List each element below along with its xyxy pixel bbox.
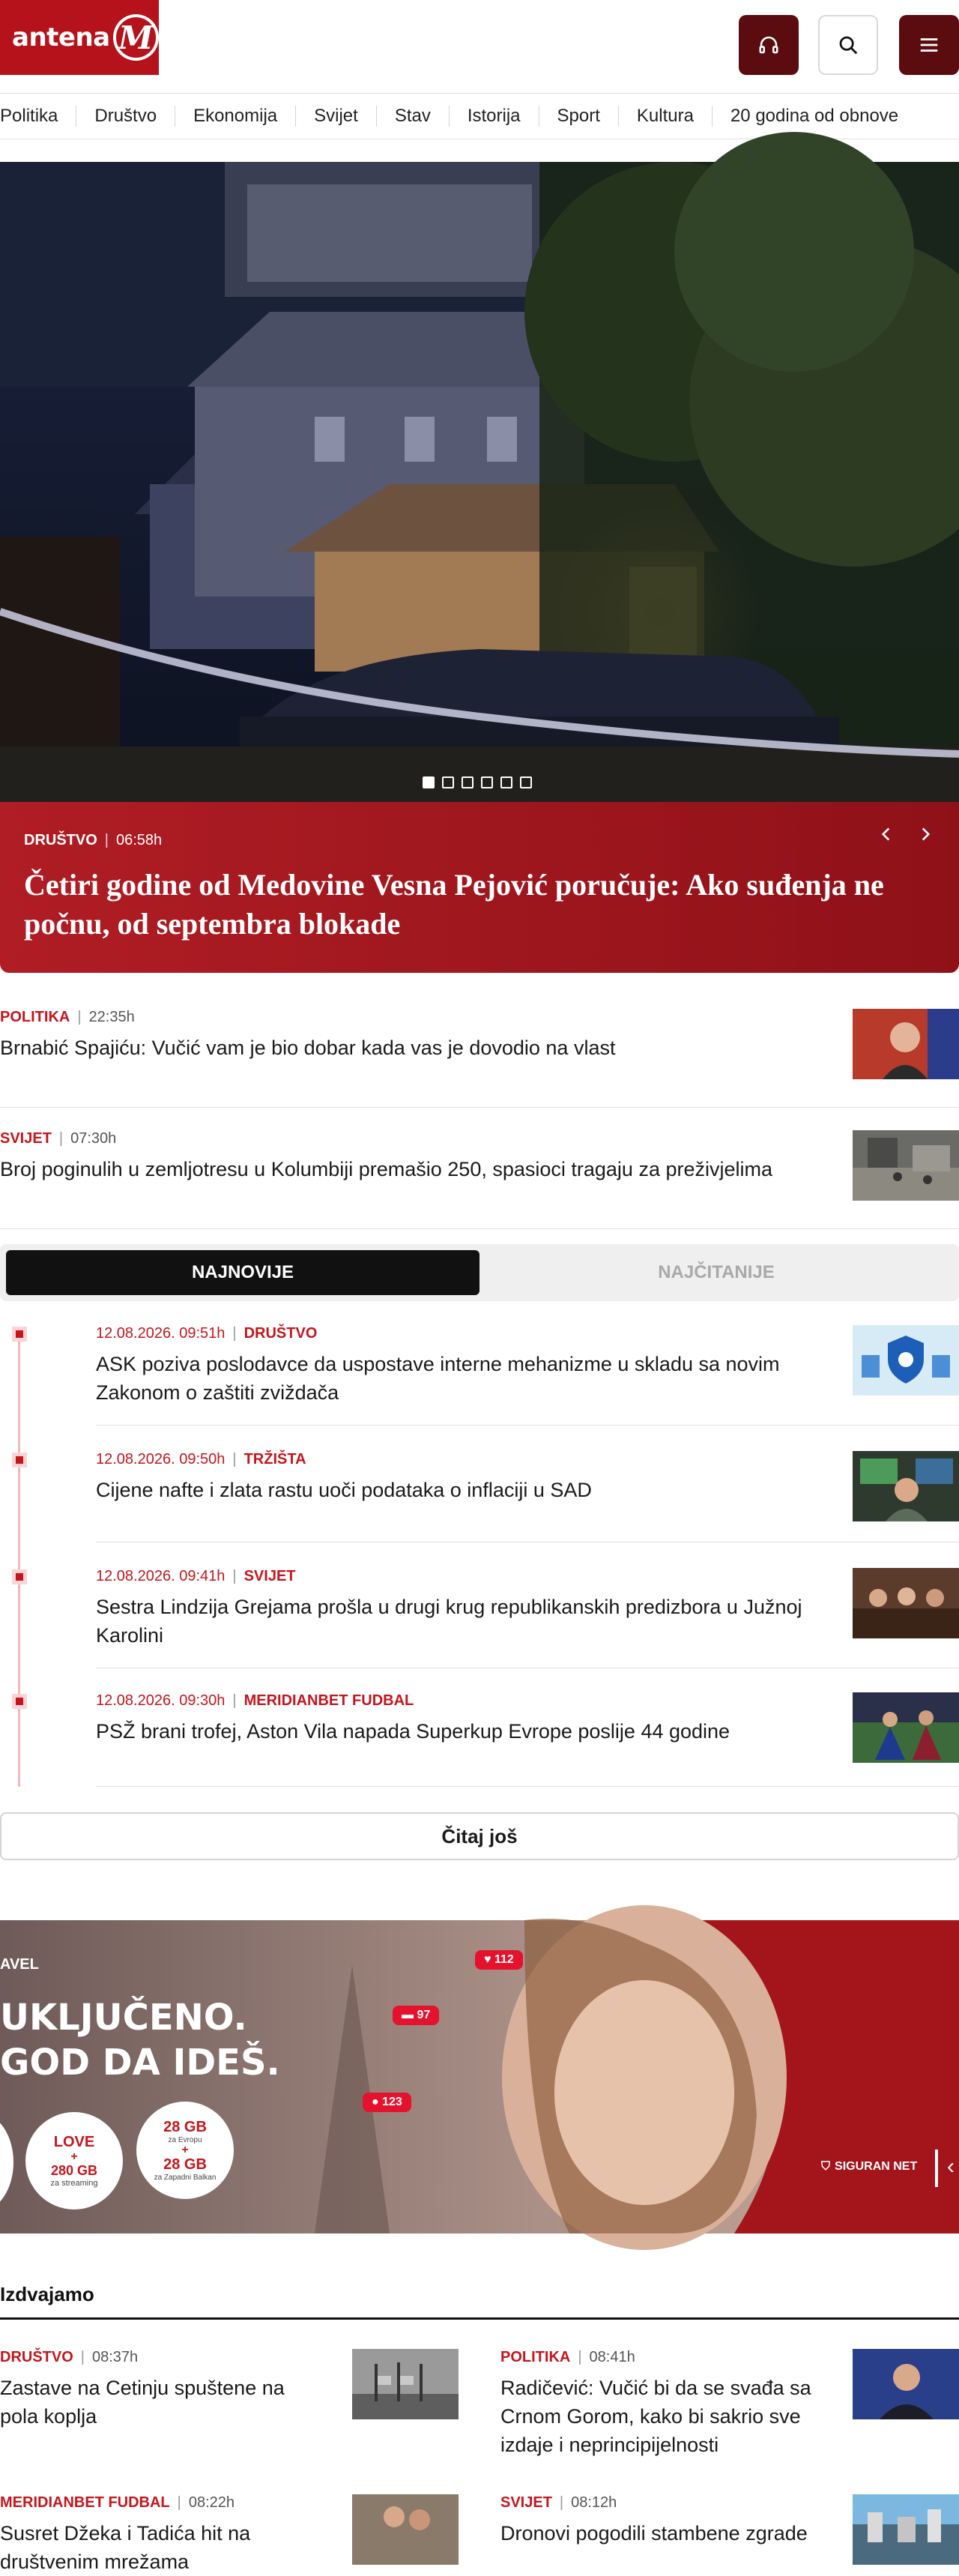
news-thumbnail[interactable] [352,2349,459,2419]
ad-bubble-comments: ▬ 97 [393,2006,439,2025]
news-time: 08:41h [589,2349,635,2365]
news-category[interactable]: MERIDIANBET FUDBAL [243,1692,414,1709]
meta-separator: | [77,1009,82,1025]
meta-separator: | [232,1325,237,1342]
news-time: 08:22h [188,2494,235,2511]
tab-najnovije[interactable]: NAJNOVIJE [6,1250,480,1295]
thumb-photo-players [352,2494,459,2565]
slider-dot-3[interactable] [462,776,474,788]
ad-love-label: LOVE [53,2134,95,2150]
site-header [0,0,959,93]
news-time: 22:35h [88,1009,135,1025]
thumb-photo-hearing [853,1568,959,1638]
meta-separator: | [104,832,109,848]
ad-gb-balkan: 28 GB [163,2156,207,2173]
ad-brand: AVEL [0,1956,39,1973]
meta-separator: | [578,2349,582,2365]
latest-news-item[interactable] [96,1325,959,1426]
meta-separator: | [232,1692,237,1709]
featured-item[interactable] [0,2494,459,2576]
news-tabs [0,1244,959,1301]
featured-item[interactable] [500,2494,959,2548]
ad-bubble-comments-count: 97 [417,2009,431,2021]
ad-gb-europe: 28 GB [163,2119,207,2135]
news-title[interactable]: Radičević: Vučić bi da se svađa sa Crnom Gorom, kako bi sakrio sve izdaje i neprincipijelnosti [500,2377,811,2456]
logo-text: antena [12,22,110,52]
news-category[interactable]: MERIDIANBET FUDBAL [0,2494,170,2511]
news-thumbnail[interactable] [853,1692,959,1763]
news-thumbnail[interactable] [853,2349,959,2419]
ad-circle-gb [136,2102,234,2199]
ad-circle-love [25,2112,123,2209]
news-meta [96,1692,959,1710]
ad-bubble-followers-count: 123 [382,2096,402,2108]
news-title[interactable]: ASK poziva poslodavce da uspostave interne mehanizme u skladu sa novim Zakonom o zaštiti zviždača [96,1353,780,1404]
news-date: 12.08.2026. 09:50h [96,1451,226,1468]
news-category[interactable]: SVIJET [500,2494,552,2511]
slider-dot-4[interactable] [481,776,493,788]
hero-meta [24,832,935,849]
timeline-marker [12,1694,27,1709]
news-title[interactable]: Cijene nafte i zlata rastu uoči podataka o inflaciji u SAD [96,1479,592,1501]
ad-love-sub: za streaming [50,2179,98,2188]
hero-category[interactable]: DRUŠTVO [24,832,97,848]
load-more-button[interactable]: Čitaj još [0,1812,959,1860]
search-icon [837,34,859,56]
meta-separator: | [80,2349,85,2365]
featured-item[interactable] [0,2349,459,2431]
ad-gb-balkan-sub: za Zapadni Balkan [154,2174,217,2182]
hero-time: 06:58h [116,832,163,848]
news-time: 08:37h [92,2349,139,2365]
ad-badge-label: SIGURAN NET [835,2160,918,2173]
news-category[interactable]: SVIJET [0,1130,52,1147]
hero-title[interactable]: Četiri godine od Medovine Vesna Pejović poručuje: Ako suđenja ne počnu, od septembra blokade [24,868,884,941]
news-category[interactable]: TRŽIŠTA [243,1451,306,1468]
meta-separator: | [232,1451,237,1468]
ad-badge [821,2160,917,2174]
advertisement-banner[interactable] [0,1920,959,2233]
nav-item-kultura[interactable]: Kultura [619,106,713,127]
news-date: 12.08.2026. 09:30h [96,1692,226,1709]
nav-item-svijet[interactable]: Svijet [296,106,377,127]
news-item[interactable] [0,1130,959,1229]
meta-separator: | [232,1568,237,1584]
timeline-marker [12,1569,27,1584]
news-item[interactable] [0,1009,959,1108]
thumb-photo-flags [352,2349,459,2419]
news-date: 12.08.2026. 09:51h [96,1325,226,1342]
hero-caption[interactable] [0,802,959,973]
site-logo[interactable] [0,0,159,75]
timeline-marker [12,1453,27,1468]
latest-news-item[interactable] [96,1692,959,1787]
hero-photo-night-house [0,162,959,802]
timeline-marker [12,1327,27,1342]
category-nav [0,93,959,139]
latest-news-item[interactable] [96,1568,959,1668]
plus-icon: + [70,2150,78,2163]
nav-item-20-godina[interactable]: 20 godina od obnove [730,106,899,126]
chevron-right-icon[interactable] [916,824,935,844]
news-title[interactable]: PSŽ brani trofej, Aston Vila napada Superkup Evrope poslije 44 godine [96,1720,730,1743]
section-title-izdvajamo: Izdvajamo [0,2283,94,2305]
nav-item-stav[interactable]: Stav [377,106,450,127]
chevron-left-icon[interactable]: ‹ [947,2154,955,2179]
nav-item-ekonomija[interactable]: Ekonomija [175,106,296,127]
news-title[interactable]: Broj poginulih u zemljotresu u Kolumbiji premašio 250, spasioci tragaju za preživjelima [0,1158,772,1180]
thumb-photo-portrait [853,1009,959,1079]
news-date: 12.08.2026. 09:41h [96,1568,226,1584]
news-thumbnail[interactable] [853,1568,959,1638]
ad-bubble-likes: ♥ 112 [475,1950,523,1970]
news-meta [96,1325,959,1342]
tab-najcitanije[interactable]: NAJČITANIJE [658,1262,775,1282]
ad-gb-europe-sub: za Evropu [168,2136,202,2144]
news-meta [0,1130,959,1147]
ad-divider [935,2150,938,2187]
headphones-icon [757,34,780,56]
featured-item[interactable] [500,2349,959,2459]
thumb-photo-football [853,1692,959,1763]
news-meta [96,1451,959,1468]
news-meta [96,1568,959,1585]
news-category[interactable]: SVIJET [243,1568,296,1584]
menu-icon [918,34,940,56]
latest-news-item[interactable] [96,1451,959,1542]
news-title[interactable]: Dronovi pogodili stambene zgrade [500,2522,808,2545]
ad-bubble-followers: ● 123 [363,2093,411,2112]
section-divider [0,2317,959,2320]
news-category[interactable]: POLITIKA [500,2349,571,2365]
slider-dots [423,776,532,788]
news-title[interactable]: Susret Džeka i Tadića hit na društvenim mrežama [0,2522,251,2573]
meta-separator: | [58,1130,64,1147]
slider-dot-1[interactable] [423,776,435,788]
shield-icon: ⛉ [821,2160,831,2173]
slider-dot-5[interactable] [500,776,512,788]
ad-headline-1: UKLJUČENO. [0,1997,247,2039]
thumb-photo-politician [853,2349,959,2419]
logo-m-mark: M [113,14,159,61]
menu-button[interactable] [899,15,959,75]
chevron-left-icon[interactable] [877,824,896,844]
nav-item-drustvo[interactable]: Društvo [76,106,175,127]
ad-bubble-likes-count: 112 [494,1953,514,1966]
nav-item-politika[interactable]: Politika [0,106,76,127]
audio-button[interactable] [739,15,799,75]
news-thumbnail[interactable] [352,2494,459,2565]
ad-love-gb: 280 GB [50,2163,98,2178]
news-thumbnail[interactable] [853,1130,959,1201]
slider-dot-2[interactable] [442,776,454,788]
news-title[interactable]: Zastave na Cetinju spuštene na pola koplja [0,2377,285,2428]
news-thumbnail[interactable] [853,2494,959,2565]
news-meta [0,1009,959,1026]
news-category[interactable]: POLITIKA [0,1009,70,1025]
timeline-line [18,1330,20,1787]
meta-separator: | [559,2494,564,2511]
news-thumbnail[interactable] [853,1325,959,1396]
thumb-photo-city [853,2494,959,2565]
thumb-photo-trader [853,1451,959,1521]
thumb-photo-earthquake [853,1130,959,1201]
news-time: 07:30h [70,1130,117,1147]
thumb-illustration-shield [853,1325,959,1396]
nav-item-istorija[interactable]: Istorija [450,106,539,127]
plus-icon: + [181,2144,189,2156]
news-time: 08:12h [571,2494,617,2511]
news-title[interactable]: Brnabić Spajiću: Vučić vam je bio dobar kada vas je dovodio na vlast [0,1037,616,1059]
news-thumbnail[interactable] [853,1451,959,1521]
ad-headline-2: GOD DA IDEŠ. [0,2042,280,2084]
nav-item-sport[interactable]: Sport [539,106,619,127]
slider-dot-6[interactable] [520,776,532,788]
meta-separator: | [177,2494,181,2511]
slider-arrows [877,824,935,844]
news-thumbnail[interactable] [853,1009,959,1079]
hero-image[interactable] [0,162,959,802]
search-button[interactable] [818,15,878,75]
news-category[interactable]: DRUŠTVO [243,1325,318,1342]
news-title[interactable]: Sestra Lindzija Grejama prošla u drugi krug republikanskih predizbora u Južnoj Karolini [96,1596,802,1647]
news-category[interactable]: DRUŠTVO [0,2349,73,2365]
